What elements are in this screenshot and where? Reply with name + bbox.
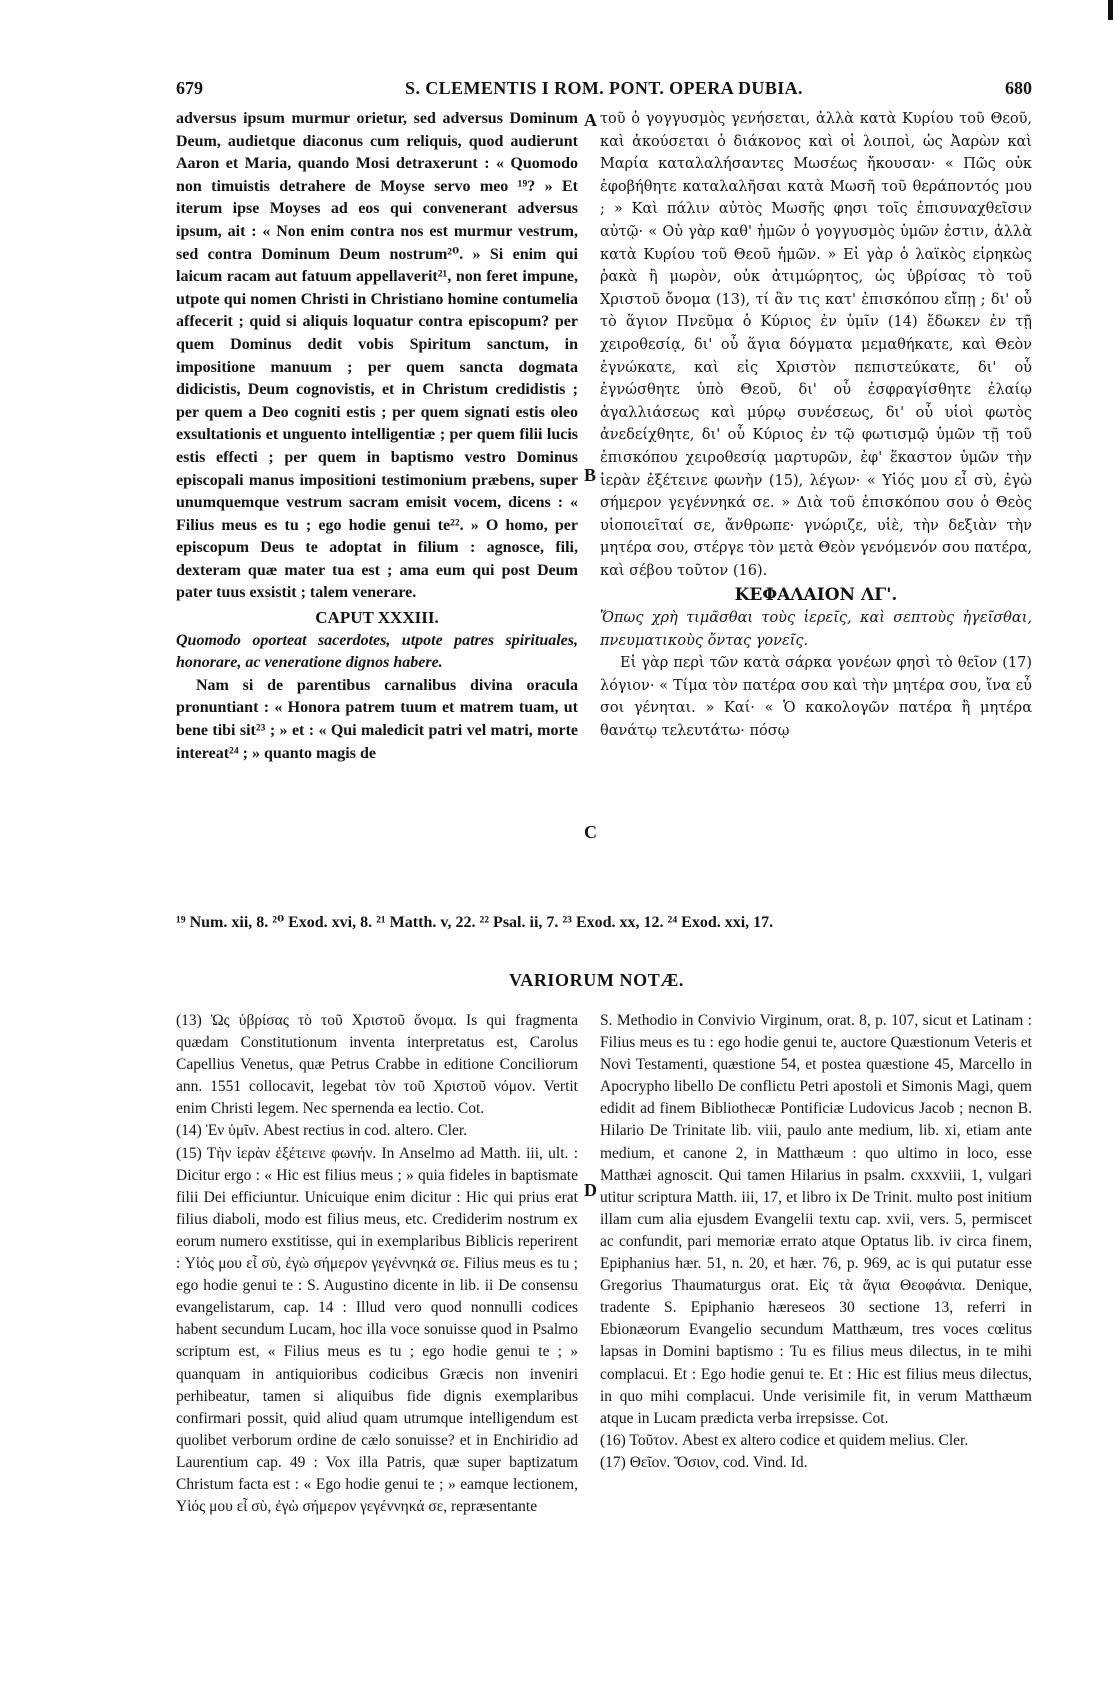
- note-16: (16) Τοῦτον. Abest ex altero codice et quidem melius. Cler.: [600, 1431, 969, 1449]
- greek-chapter-rubric: Ὅπως χρὴ τιμᾶσθαι τοὺς ἱερεῖς, καὶ σεπτοὺς ἡγεῖσθαι, πνευματικοὺς ὄντας γονεῖς.: [600, 610, 1032, 649]
- latin-paragraph-1: adversus ipsum murmur orietur, sed adversus Dominum Deum, audietque diaconus cum reliquis, quod audierunt Aaron et Maria, quando Mosi detraxerunt : « Quomodo non timuistis detrahere de Moyse servo meo ¹⁹? » Et iterum ipse Moyses ad eos qui convenerant adversus ipsum, ait : « Non enim contra nos est murmur vestrum, sed contra Dominum Deum nostrum²⁰. » Si enim qui laicum racam aut fatuum appellaverit²¹, non feret impune, utpote qui nomen Christi in Christiano homine contumelia affecerit ; quid si aliquis loquatur contra episcopum? per quem Dominus dedit vobis Spiritum sanctum, in impositione manuum ; per quem sancta dogmata didicistis, Deum cognovistis, et in Christum credidistis ; per quem a Deo cogniti estis ; per quem signati estis oleo exsultationis et unguento intelligentiæ ; per quem filii lucis estis effecti ; per quem in baptismo vestro Dominus episcopali manus impositioni testimonium præbens, super unumquemque vestrum sacram emisit vocem, dicens : « Filius meus es tu ; ego hodie genui te²². » O homo, per episcopum Deus te adoptat in filium : agnosce, fili, dexteram quæ mater tua est ; ama eum qui post Deum pater tuus exsistit ; talem venerare.: [176, 110, 578, 602]
- page-number-left: 679: [176, 78, 203, 98]
- running-title: S. CLEMENTIS I ROM. PONT. OPERA DUBIA.: [405, 78, 803, 98]
- notes-right-column: [600, 1010, 1032, 1670]
- greek-column: [600, 108, 1032, 908]
- greek-paragraph-2: Εἰ γὰρ περὶ τῶν κατὰ σάρκα γονέων φησὶ τὸ θεῖον (17) λόγιον· « Τίμα τὸν πατέρα σου καὶ τὴν μητέρα σου, ἵνα εὖ σοι γένηται. » Καί· « Ὁ κακολογῶν πατέρα ἢ μητέρα θανάτῳ τελευτάτω· πόσῳ: [600, 655, 1032, 740]
- running-header: [176, 78, 1032, 108]
- note-14: (14) Ἐν ὑμῖν. Abest rectius in cod. altero. Cler.: [176, 1122, 468, 1140]
- margin-marker-d: D: [584, 1180, 597, 1200]
- greek-paragraph-1: τοῦ ὁ γογγυσμὸς γενήσεται, ἀλλὰ κατὰ Κυρίου τοῦ Θεοῦ, καὶ ἀκούσεται ὁ διάκονος καὶ οἱ λοιποὶ, ὡς Ἀαρὼν καὶ Μαρία καταλαλήσαντες Μωσέως ἤκουσαν· « Πῶς οὐκ ἐφοβήθητε καταλαλῆσαι κατὰ Μωσῆ τοῦ θεράποντός μου ; » Καὶ πάλιν αὐτὸς Μωσῆς φησι τοῖς ἐπισυναχθεῖσιν αὐτῷ· « Οὐ γὰρ καθ' ἡμῶν ὁ γογγυσμὸς ὑμῶν ἐστιν, ἀλλὰ κατὰ Κυρίου τοῦ Θεοῦ ἡμῶν. » Εἰ γὰρ ὁ λαϊκὸς εἰρηκὼς ῥακὰ ἢ μωρὸν, οὐκ ἀτιμώρητος, ὡς ὑβρίσας τὸ τοῦ Χριστοῦ ὄνομα (13), τί ἂν τις κατ' ἐπισκόπου εἴπῃ ; δι' οὗ τὸ ἅγιον Πνεῦμα ὁ Κύριος ἐν ὑμῖν (14) ἔδωκεν ἐν τῇ χειροθεσίᾳ, δι' οὗ ἅγια δόγματα μεμαθήκατε, καὶ Θεὸν ἐγνώκατε, καὶ εἰς Χριστὸν πεπιστεύκατε, δι' οὗ ἐγνώσθητε ὑπὸ Θεοῦ, δι' οὗ ἐσφραγίσθητε ἐλαίῳ ἀγαλλιάσεως καὶ μύρῳ συνέσεως, δι' οὗ υἱοὶ φωτὸς ἀνεδείχθητε, δι' οὗ Κύριος ἐν τῷ φωτισμῷ ὑμῶν τῇ τοῦ ἐπισκόπου χειροθεσίᾳ μαρτυρῶν, ἐφ' ἕκαστον ὑμῶν τὴν ἱερὰν ἐξέτεινε φωνὴν (15), λέγων· « Υἱός μου εἶ σὺ, ἐγὼ σήμερον γεγέννηκά σε. » Διὰ τοῦ ἐπισκόπου σου ὁ Θεὸς υἱοποιεῖταί σε, ἄνθρωπε· γνώριζε, υἱὲ, τὴν δεξιὰν τὴν μητέρα σου, στέργε τὸν μετὰ Θεὸν γενόμενόν σου πατέρα, καὶ σέβου τοῦτον (16).: [600, 111, 1032, 579]
- note-15: (15) Τὴν ἱερὰν ἐξέτεινε φωνήν. In Anselmo ad Matth. iii, ult. : Dicitur ergo : « Hic est filius meus ; » quia fideles in baptismate filii Dei efficiuntur. Unicuique enim dicitur : Hic qui prius erat filius diaboli, modo est filius meus, etc. Crediderim nostrum ex eorum numero exstitisse, qui in exemplaribus Biblicis reperirent : Υἱός μου εἶ σὺ, ἐγὼ σήμερον γεγέννηκά σε. Filius meus es tu ; ego hodie genui te : S. Augustino dicente in lib. ii De consensu evangelistarum, cap. 14 : Illud vero quod nonnulli codices habent secundum Lucam, hoc illa voce sonuisse quod in Psalmo scriptum est, « Filius meus es tu ; ego hodie genui te ; » quanquam in antiquioribus codicibus Græcis non inveniri perhibeatur, tamen si aliquibus fide dignis exemplaribus confirmari possit, quid aliud quam utrumque intelligendum est quolibet verborum ordine de cælo sonuisse? et in Enchiridio ad Laurentium cap. 49 : Vox illa Patris, quæ super baptizatum Christum facta est : « Ego hodie genui te ; » eamque lectionem, Υἱός μου εἶ σὺ, ἐγὼ σήμερον γεγέννηκά σε, repræsentante: [176, 1144, 578, 1516]
- scripture-references: ¹⁹ Num. xii, 8. ²⁰ Exod. xvi, 8. ²¹ Matth. v, 22. ²² Psal. ii, 7. ²³ Exod. xx, 12. ²⁴ Exod. xxi, 17.: [176, 914, 774, 931]
- greek-chapter-heading: ΚΕΦΑΛΑΙΟΝ ΛΓ'.: [734, 585, 898, 606]
- margin-marker-b: B: [584, 465, 597, 485]
- notes-left-column: [176, 1010, 578, 1670]
- margin-marker-a: A: [584, 110, 597, 130]
- scan-edge-mark: [1108, 0, 1113, 20]
- page-number-right: 680: [1005, 78, 1032, 98]
- latin-paragraph-2: Nam si de parentibus carnalibus divina oracula pronuntiant : « Honora patrem tuum et matrem tuam, ut bene tibi sit²³ ; » et : « Qui maledicit patri vel matri, morte intereat²⁴ ; » quanto magis de: [176, 676, 578, 762]
- note-15-continued: S. Methodio in Convivio Virginum, orat. 8, p. 107, sicut et Latinam : Filius meus es tu : ego hodie genui te, auctore Quæstionum Veteris et Novi Testamenti, quæstione 54, et postea quæstione 45, Marcello in Apocrypho libello De conflictu Petri apostoli et Simonis Magi, quem edidit ad finem Bibliothecæ Pontificiæ Ludovicus Jacob ; necnon B. Hilario De Trinitate lib. viii, paulo ante medium, lib. xi, etiam ante medium, et canone 2, in Matthæum : quo ultimo in loco, esse Matthæi agnoscit. Qui tamen Hilarius in psalm. cxxxviii, 1, vulgari utitur scriptura Matth. iii, 17, et libro ix De Trinit. multo post initium illam cum alia ejusdem Evangelii textu cap. xvii, vers. 5, permiscet ac confundit, pari memoriæ errato atque Optatus lib. iv circa finem, Epiphanius hær. 51, n. 20, et hær. 76, p. 969, ac is qui putatur esse Gregorius Thaumaturgus orat. Εἰς τὰ ἅγια Θεοφάνια. Denique, tradente S. Epiphanio hæreseos 30 sectione 13, referri in Ebionæorum Evangelio secundum Matthæum, tres voces cœlitus lapsas in Domini baptismo : Tu es filius meus dilectus, in te mihi complacui. Et : Ego hodie genui te. Et : Hic est filius meus dilectus, in quo mihi complacui. Unde verisimile fit, in verum Matthæum atque in Lucam prædicta verba irrepsisse. Cot.: [600, 1012, 1032, 1427]
- latin-chapter-heading: CAPUT XXXIII.: [315, 608, 439, 628]
- note-17: (17) Θεῖον. Ὅσιον, cod. Vind. Id.: [600, 1453, 808, 1471]
- notes-title: VARIORUM NOTÆ.: [508, 970, 685, 990]
- latin-column: [176, 108, 578, 908]
- note-13: (13) Ὡς ὑβρίσας τὸ τοῦ Χριστοῦ ὄνομα. Is qui fragmenta quædam Constitutionum inventa interpretatus est, Carolus Capellius Venetus, quæ Petrus Crabbe in editione Conciliorum ann. 1551 collocavit, legebat τὸν τοῦ Χριστοῦ νόμον. Vertit enim Christi legem. Nec spernenda ea lectio. Cot.: [176, 1012, 578, 1118]
- latin-chapter-rubric: Quomodo oporteat sacerdotes, utpote patres spirituales, honorare, ac veneratione dignos habere.: [176, 631, 578, 672]
- margin-marker-c: C: [584, 822, 597, 842]
